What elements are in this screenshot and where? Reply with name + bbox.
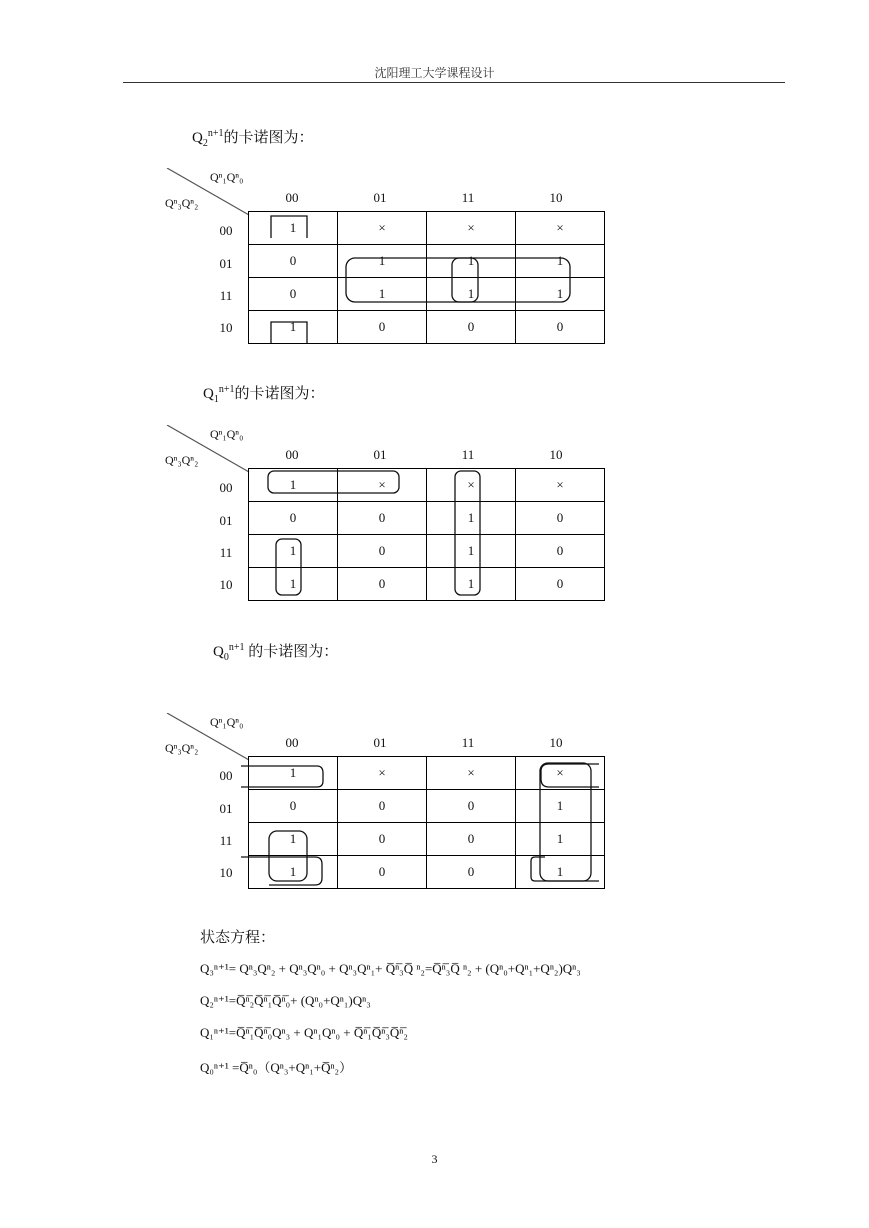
- kmap-col-header: 10: [549, 735, 563, 750]
- kmap-row-header: 01: [219, 513, 233, 528]
- kmap-q0: [165, 713, 605, 903]
- state-equation-q0: Q₀ⁿ⁺¹ =Q̅ⁿ₀（Qⁿ₃+Qⁿ₁+Q̅ⁿ₂）: [200, 1060, 353, 1075]
- grouping-loop: [269, 831, 307, 881]
- kmap-row-header: 10: [219, 577, 233, 592]
- kmap-cell: 0: [338, 535, 427, 568]
- kmap-cell: 0: [516, 568, 605, 601]
- kmap-cell: 0: [338, 856, 427, 889]
- kmap-cell: ×: [427, 757, 516, 790]
- kmap-cell: 0: [338, 568, 427, 601]
- kmap-cell: 1: [338, 245, 427, 278]
- kmap-row-header: 11: [219, 288, 233, 303]
- kmap-cell: 0: [338, 502, 427, 535]
- state-equation-q2: Q₂ⁿ⁺¹=Q̅ⁿ̅₂Q̅ⁿ̅₁Q̅ⁿ̅₀+ (Qⁿ₀+Qⁿ₁)Qⁿ₃: [200, 993, 371, 1008]
- grouping-loop: [268, 471, 399, 493]
- kmap-col-header: 01: [373, 447, 387, 462]
- kmap-cell: ×: [516, 757, 605, 790]
- header-rule: [123, 82, 785, 83]
- kmap-title-sub: 2: [202, 138, 208, 149]
- kmap-title-text: 的卡诺图为：: [223, 130, 314, 146]
- kmap-cell: 0: [338, 823, 427, 856]
- kmap-cell: 0: [338, 311, 427, 344]
- kmap-col-header: 00: [285, 190, 299, 205]
- kmap-cell: 1: [427, 278, 516, 311]
- kmap-cell: 0: [516, 311, 605, 344]
- kmap-col-header: 00: [285, 735, 299, 750]
- kmap-row-header: 11: [219, 833, 233, 848]
- kmap-cell: 1: [249, 311, 338, 344]
- kmap-cell: 1: [249, 757, 338, 790]
- kmap-cell: 0: [427, 311, 516, 344]
- kmap-col-header: 01: [373, 735, 387, 750]
- page-header-title: 沈阳理工大学课程设计: [374, 66, 495, 80]
- kmap-cell: ×: [516, 469, 605, 502]
- kmap-cell: 0: [516, 502, 605, 535]
- grouping-loop: [455, 471, 480, 595]
- kmap-row-variable-label: Qⁿ₃Qⁿ₂: [165, 741, 199, 755]
- kmap-cell: 1: [249, 568, 338, 601]
- kmap-col-variable-label: Qⁿ₁Qⁿ₀: [210, 715, 244, 729]
- kmap-title-sup: n+1: [207, 128, 224, 139]
- kmap-cell: 0: [338, 790, 427, 823]
- kmap-title-text: 的卡诺图为：: [244, 644, 339, 660]
- kmap-col-header: 11: [461, 735, 475, 750]
- kmap-col-header: 11: [461, 190, 475, 205]
- kmap-cell: ×: [427, 469, 516, 502]
- kmap-cell: ×: [338, 469, 427, 502]
- kmap-cell: 1: [249, 823, 338, 856]
- kmap-title-sub: 1: [213, 394, 219, 405]
- kmap-cell: 1: [249, 535, 338, 568]
- kmap-title-var: Q: [203, 386, 214, 402]
- kmap-cell: 1: [249, 856, 338, 889]
- kmap-cell: ×: [427, 212, 516, 245]
- kmap-row-variable-label: Qⁿ₃Qⁿ₂: [165, 196, 199, 210]
- section-title: 状态方程：: [200, 930, 276, 946]
- grouping-loop: [276, 539, 301, 595]
- kmap-cell: 0: [427, 790, 516, 823]
- kmap-row-header: 11: [219, 545, 233, 560]
- grouping-loop: [540, 763, 591, 881]
- kmap-cell: 0: [249, 502, 338, 535]
- kmap-row-header: 01: [219, 801, 233, 816]
- kmap-groupings: [165, 168, 605, 358]
- kmap-cell: 1: [516, 856, 605, 889]
- kmap-col-header: 10: [549, 190, 563, 205]
- kmap-cell: 1: [516, 278, 605, 311]
- kmap-row-header: 00: [219, 480, 233, 495]
- grouping-loop: [346, 258, 570, 302]
- kmap-cell: 1: [249, 212, 338, 245]
- kmap-title-sup: n+1: [218, 384, 235, 395]
- kmap-row-variable-label: Qⁿ₃Qⁿ₂: [165, 453, 199, 467]
- kmap-cell: 1: [427, 535, 516, 568]
- grouping-loop: [271, 322, 307, 343]
- kmap-col-variable-label: Qⁿ₁Qⁿ₀: [210, 427, 244, 441]
- kmap-row-header: 00: [219, 223, 233, 238]
- kmap-col-variable-label: Qⁿ₁Qⁿ₀: [210, 170, 244, 184]
- grouping-loop: [271, 216, 307, 238]
- kmap-title-q0: [213, 640, 338, 663]
- kmap-col-header: 01: [373, 190, 387, 205]
- kmap-cell: 1: [516, 823, 605, 856]
- kmap-q1: [165, 425, 605, 615]
- kmap-col-header: 00: [285, 447, 299, 462]
- kmap-groupings: [165, 425, 605, 615]
- kmap-title-q1: [203, 382, 325, 405]
- kmap-title-sub: 0: [223, 652, 229, 663]
- kmap-row-header: 10: [219, 865, 233, 880]
- kmap-row-header: 01: [219, 256, 233, 271]
- kmap-cell: 0: [427, 823, 516, 856]
- kmap-cell: ×: [338, 757, 427, 790]
- grouping-loop: [241, 766, 323, 787]
- kmap-col-header: 11: [461, 447, 475, 462]
- page-number: 3: [431, 1152, 438, 1166]
- kmap-cell: 0: [249, 245, 338, 278]
- kmap-row-header: 10: [219, 320, 233, 335]
- kmap-cell: 1: [516, 790, 605, 823]
- state-equation-q3: Q₃ⁿ⁺¹= Qⁿ₃Qⁿ₂ + Qⁿ₃Qⁿ₀ + Qⁿ₃Qⁿ₁+ Q̅ⁿ̅₃Q̅ ⁿ₂=Q̅ⁿ̅₃Q̅ ⁿ₂ + (Qⁿ₀+Qⁿ₁+Qⁿ₂)Qⁿ₃: [200, 961, 581, 976]
- kmap-title-text: 的卡诺图为：: [234, 386, 325, 402]
- kmap-cell: 1: [427, 502, 516, 535]
- grouping-loop: [452, 258, 478, 302]
- kmap-cell: 1: [427, 568, 516, 601]
- kmap-cell: 0: [427, 856, 516, 889]
- kmap-cell: 1: [427, 245, 516, 278]
- kmap-col-header: 10: [549, 447, 563, 462]
- kmap-cell: ×: [516, 212, 605, 245]
- kmap-cell: 0: [516, 535, 605, 568]
- kmap-groupings: [165, 713, 605, 903]
- kmap-cell: 1: [338, 278, 427, 311]
- kmap-cell: ×: [338, 212, 427, 245]
- state-equation-q1: Q₁ⁿ⁺¹=Q̅ⁿ̅₁Q̅ⁿ̅₀Qⁿ₃ + Qⁿ₁Qⁿ₀ + Q̅ⁿ̅₁Q̅ⁿ̅₃Q̅ⁿ̅₂: [200, 1025, 408, 1040]
- kmap-row-header: 00: [219, 768, 233, 783]
- kmap-title-var: Q: [213, 644, 224, 660]
- kmap-cell: 1: [249, 469, 338, 502]
- kmap-title-sup: n+1: [228, 642, 245, 653]
- kmap-cell: 0: [249, 790, 338, 823]
- kmap-title-var: Q: [192, 130, 203, 146]
- kmap-title-q2: [192, 126, 314, 149]
- kmap-cell: 1: [516, 245, 605, 278]
- kmap-q2: [165, 168, 605, 358]
- kmap-cell: 0: [249, 278, 338, 311]
